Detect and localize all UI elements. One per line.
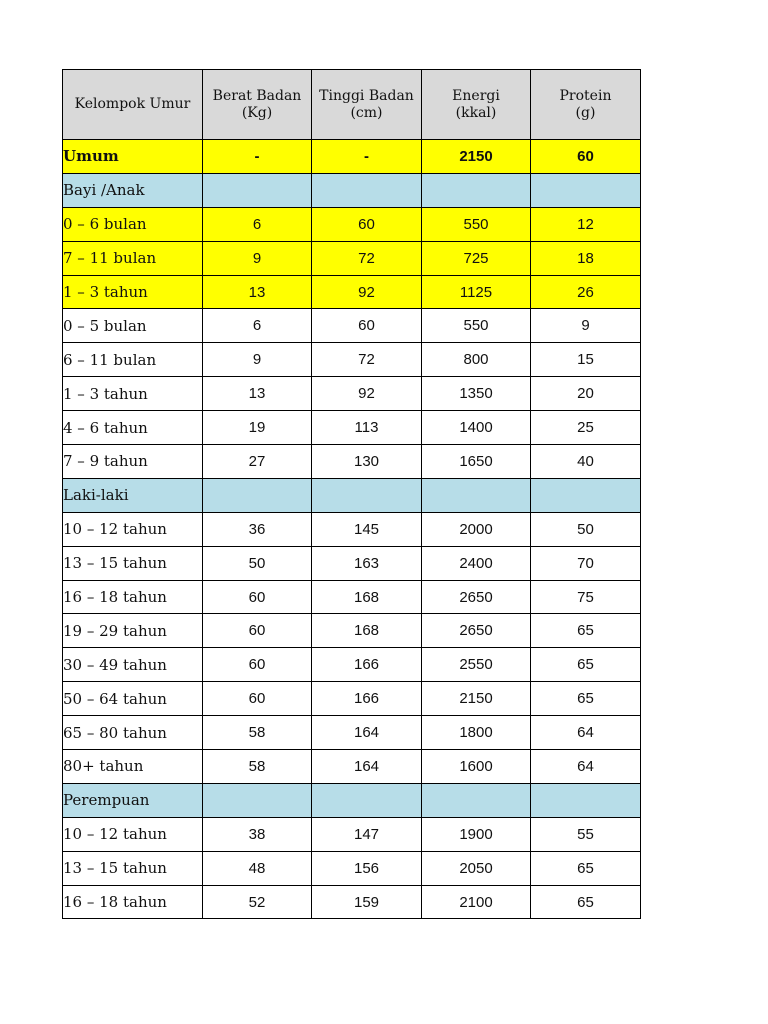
body-height-cell: 164	[312, 750, 422, 784]
section-header-row	[63, 478, 641, 512]
energy-cell: 2100	[422, 885, 531, 919]
body-weight-cell: 13	[203, 275, 312, 309]
header-text-line: Energi	[452, 87, 500, 104]
body-weight-cell: 60	[203, 614, 312, 648]
section-header-row	[63, 173, 641, 207]
body-height-cell: 72	[312, 343, 422, 377]
age-group-cell: 30 – 49 tahun	[63, 648, 203, 682]
protein-cell: 9	[531, 309, 641, 343]
table-row	[63, 648, 641, 682]
energy-cell: 550	[422, 309, 531, 343]
energy-cell: 1650	[422, 445, 531, 479]
age-group-cell: 7 – 9 tahun	[63, 445, 203, 479]
protein-cell: 60	[531, 140, 641, 174]
table-row	[63, 614, 641, 648]
table-row	[63, 512, 641, 546]
body-height-cell: -	[312, 140, 422, 174]
energy-cell: 1400	[422, 411, 531, 445]
body-weight-cell: -	[203, 140, 312, 174]
age-group-cell: 50 – 64 tahun	[63, 682, 203, 716]
energy-cell: 2400	[422, 546, 531, 580]
age-group-cell: 65 – 80 tahun	[63, 716, 203, 750]
energy-cell	[422, 173, 531, 207]
protein-cell: 55	[531, 817, 641, 851]
header-text-line: (Kg)	[241, 104, 273, 121]
energy-cell: 2550	[422, 648, 531, 682]
body-weight-cell	[203, 783, 312, 817]
energy-cell: 1350	[422, 377, 531, 411]
table-row	[63, 546, 641, 580]
body-weight-cell: 60	[203, 682, 312, 716]
protein-cell: 12	[531, 207, 641, 241]
protein-cell: 50	[531, 512, 641, 546]
table-header	[63, 70, 641, 140]
body-weight-cell: 60	[203, 580, 312, 614]
body-height-cell	[312, 173, 422, 207]
body-height-cell: 60	[312, 207, 422, 241]
energy-cell: 800	[422, 343, 531, 377]
table-row	[63, 580, 641, 614]
header-berat-badan	[203, 70, 312, 140]
age-group-cell: 1 – 3 tahun	[63, 377, 203, 411]
protein-cell: 40	[531, 445, 641, 479]
age-group-cell: 80+ tahun	[63, 750, 203, 784]
energy-cell: 550	[422, 207, 531, 241]
body-weight-cell: 60	[203, 648, 312, 682]
age-group-cell: Umum	[63, 140, 203, 174]
energy-cell	[422, 478, 531, 512]
body-weight-cell: 36	[203, 512, 312, 546]
body-weight-cell: 19	[203, 411, 312, 445]
body-weight-cell: 9	[203, 241, 312, 275]
body-height-cell: 156	[312, 851, 422, 885]
body-height-cell: 168	[312, 580, 422, 614]
energy-cell: 2150	[422, 140, 531, 174]
header-tinggi-badan	[312, 70, 422, 140]
body-height-cell: 164	[312, 716, 422, 750]
header-text-line: Berat Badan	[212, 87, 302, 104]
table-row	[63, 750, 641, 784]
header-protein	[531, 70, 641, 140]
header-text-line: (kkal)	[455, 104, 497, 121]
energy-cell: 2150	[422, 682, 531, 716]
header-text-line: (cm)	[350, 104, 383, 121]
body-weight-cell	[203, 478, 312, 512]
energy-cell: 725	[422, 241, 531, 275]
protein-cell: 65	[531, 885, 641, 919]
table-row	[63, 241, 641, 275]
section-header-row	[63, 783, 641, 817]
table-row	[63, 682, 641, 716]
age-group-cell: Perempuan	[63, 783, 203, 817]
body-weight-cell: 27	[203, 445, 312, 479]
table-row	[63, 716, 641, 750]
body-weight-cell: 6	[203, 207, 312, 241]
table-row	[63, 275, 641, 309]
age-group-cell: 1 – 3 tahun	[63, 275, 203, 309]
table-row	[63, 377, 641, 411]
protein-cell	[531, 783, 641, 817]
energy-cell: 2000	[422, 512, 531, 546]
protein-cell	[531, 173, 641, 207]
age-group-cell: 19 – 29 tahun	[63, 614, 203, 648]
body-height-cell: 159	[312, 885, 422, 919]
age-group-cell: 16 – 18 tahun	[63, 580, 203, 614]
age-group-cell: 13 – 15 tahun	[63, 546, 203, 580]
protein-cell	[531, 478, 641, 512]
protein-cell: 70	[531, 546, 641, 580]
body-height-cell: 92	[312, 275, 422, 309]
body-height-cell: 72	[312, 241, 422, 275]
energy-cell: 2650	[422, 580, 531, 614]
body-height-cell	[312, 783, 422, 817]
body-weight-cell: 58	[203, 716, 312, 750]
age-group-cell: 6 – 11 bulan	[63, 343, 203, 377]
body-height-cell: 168	[312, 614, 422, 648]
protein-cell: 75	[531, 580, 641, 614]
protein-cell: 18	[531, 241, 641, 275]
body-height-cell: 130	[312, 445, 422, 479]
nutrition-table	[62, 69, 641, 919]
body-height-cell: 147	[312, 817, 422, 851]
header-text-line: Tinggi Badan	[319, 87, 414, 104]
table-row	[63, 817, 641, 851]
header-row	[63, 70, 641, 140]
body-height-cell: 145	[312, 512, 422, 546]
header-kelompok-umur	[63, 70, 203, 140]
table-row	[63, 885, 641, 919]
table-row	[63, 343, 641, 377]
header-text-line: Protein	[559, 87, 612, 104]
age-group-cell: Laki-laki	[63, 478, 203, 512]
energy-cell: 1125	[422, 275, 531, 309]
age-group-cell: Bayi /Anak	[63, 173, 203, 207]
body-height-cell	[312, 478, 422, 512]
body-height-cell: 113	[312, 411, 422, 445]
body-height-cell: 92	[312, 377, 422, 411]
protein-cell: 20	[531, 377, 641, 411]
table-row	[63, 445, 641, 479]
protein-cell: 25	[531, 411, 641, 445]
body-weight-cell: 48	[203, 851, 312, 885]
body-weight-cell: 52	[203, 885, 312, 919]
header-energi	[422, 70, 531, 140]
energy-cell: 1900	[422, 817, 531, 851]
body-height-cell: 166	[312, 648, 422, 682]
protein-cell: 65	[531, 682, 641, 716]
body-weight-cell: 58	[203, 750, 312, 784]
body-height-cell: 166	[312, 682, 422, 716]
body-height-cell: 60	[312, 309, 422, 343]
protein-cell: 65	[531, 614, 641, 648]
energy-cell: 1600	[422, 750, 531, 784]
table-row	[63, 309, 641, 343]
body-weight-cell: 9	[203, 343, 312, 377]
protein-cell: 64	[531, 750, 641, 784]
age-group-cell: 13 – 15 tahun	[63, 851, 203, 885]
age-group-cell: 10 – 12 tahun	[63, 817, 203, 851]
protein-cell: 65	[531, 648, 641, 682]
protein-cell: 15	[531, 343, 641, 377]
age-group-cell: 10 – 12 tahun	[63, 512, 203, 546]
body-weight-cell: 6	[203, 309, 312, 343]
age-group-cell: 0 – 6 bulan	[63, 207, 203, 241]
header-text-line: (g)	[575, 104, 596, 121]
header-text-line: Kelompok Umur	[74, 96, 191, 112]
table-row	[63, 411, 641, 445]
body-weight-cell	[203, 173, 312, 207]
table-row	[63, 140, 641, 174]
age-group-cell: 4 – 6 tahun	[63, 411, 203, 445]
body-weight-cell: 50	[203, 546, 312, 580]
table-body	[63, 140, 641, 919]
energy-cell: 2650	[422, 614, 531, 648]
age-group-cell: 7 – 11 bulan	[63, 241, 203, 275]
body-weight-cell: 38	[203, 817, 312, 851]
body-height-cell: 163	[312, 546, 422, 580]
table-row	[63, 207, 641, 241]
energy-cell: 2050	[422, 851, 531, 885]
body-weight-cell: 13	[203, 377, 312, 411]
protein-cell: 26	[531, 275, 641, 309]
protein-cell: 65	[531, 851, 641, 885]
energy-cell	[422, 783, 531, 817]
age-group-cell: 0 – 5 bulan	[63, 309, 203, 343]
protein-cell: 64	[531, 716, 641, 750]
age-group-cell: 16 – 18 tahun	[63, 885, 203, 919]
energy-cell: 1800	[422, 716, 531, 750]
table-row	[63, 851, 641, 885]
